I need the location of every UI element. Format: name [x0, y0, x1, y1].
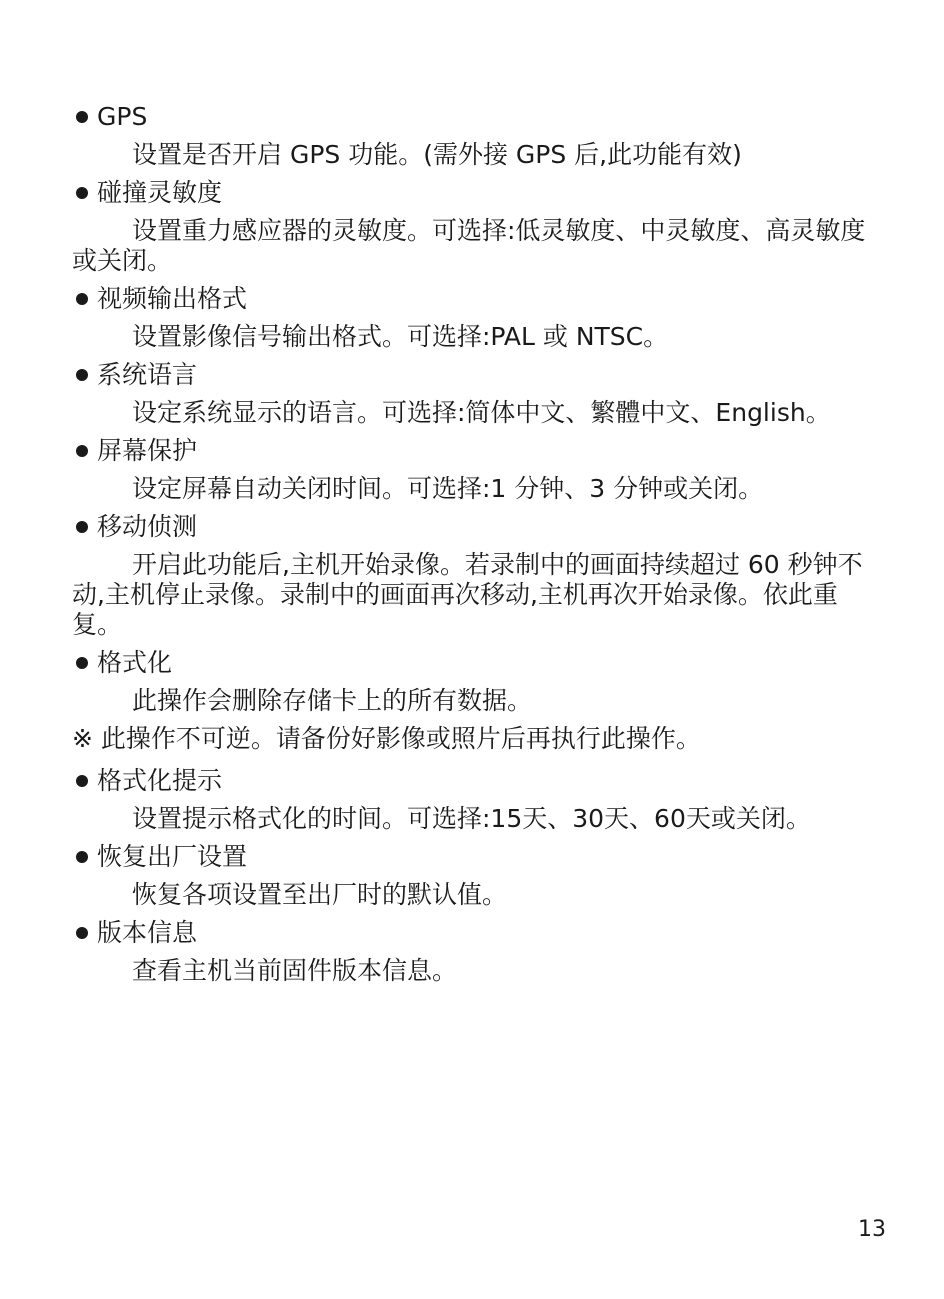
heading-text: 格式化提示: [97, 766, 223, 795]
heading-text: GPS: [97, 102, 148, 131]
section-description: 此操作会删除存储卡上的所有数据。: [132, 686, 533, 715]
section-version-info: [72, 916, 880, 986]
bullet-icon: [76, 445, 88, 457]
bullet-icon: [76, 521, 88, 533]
section-heading: [72, 100, 880, 134]
section-format: [72, 646, 880, 756]
heading-text: 视频输出格式: [97, 284, 248, 313]
bullet-icon: [76, 657, 88, 669]
section-heading: [72, 840, 880, 874]
section-heading: [72, 434, 880, 468]
heading-text: 格式化: [97, 648, 173, 677]
section-heading: [72, 916, 880, 950]
heading-text: 屏幕保护: [97, 436, 198, 465]
section-description: 恢复各项设置至出厂时的默认值。: [132, 880, 508, 909]
heading-text: 版本信息: [97, 918, 198, 947]
section-video-output: [72, 282, 880, 352]
section-heading: [72, 176, 880, 210]
section-heading: [72, 510, 880, 544]
bullet-icon: [76, 187, 88, 199]
section-description: 设置影像信号输出格式。可选择:PAL 或 NTSC。: [132, 322, 669, 351]
section-heading: [72, 358, 880, 392]
section-description: 设置是否开启 GPS 功能。(需外接 GPS 后,此功能有效): [132, 140, 742, 169]
section-collision-sensitivity: [72, 176, 880, 276]
section-description: 设置重力感应器的灵敏度。可选择:低灵敏度、中灵敏度、高灵敏度或关闭。: [72, 216, 866, 275]
section-description: 设置提示格式化的时间。可选择:15天、30天、60天或关闭。: [132, 804, 811, 833]
bullet-icon: [76, 293, 88, 305]
section-screen-saver: [72, 434, 880, 504]
page-number: 13: [858, 1217, 886, 1242]
section-description: 查看主机当前固件版本信息。: [132, 956, 458, 985]
section-heading: [72, 646, 880, 680]
section-description: 设定系统显示的语言。可选择:简体中文、繁體中文、English。: [132, 398, 831, 427]
bullet-icon: [76, 111, 88, 123]
warning-note: ※ 此操作不可逆。请备份好影像或照片后再执行此操作。: [72, 724, 701, 753]
section-heading: [72, 282, 880, 316]
section-motion-detection: [72, 510, 880, 640]
bullet-icon: [76, 927, 88, 939]
section-description: 设定屏幕自动关闭时间。可选择:1 分钟、3 分钟或关闭。: [132, 474, 764, 503]
section-format-reminder: [72, 764, 880, 834]
heading-text: 移动侦测: [97, 512, 198, 541]
section-factory-reset: [72, 840, 880, 910]
heading-text: 恢复出厂设置: [97, 842, 248, 871]
section-gps: [72, 100, 880, 170]
heading-text: 碰撞灵敏度: [97, 178, 223, 207]
bullet-icon: [76, 851, 88, 863]
heading-text: 系统语言: [97, 360, 198, 389]
settings-list: [72, 100, 880, 992]
bullet-icon: [76, 369, 88, 381]
bullet-icon: [76, 775, 88, 787]
section-system-language: [72, 358, 880, 428]
section-description: 开启此功能后,主机开始录像。若录制中的画面持续超过 60 秒钟不动,主机停止录像。录制中的画面再次移动,主机再次开始录像。依此重复。: [72, 550, 863, 639]
section-heading: [72, 764, 880, 798]
